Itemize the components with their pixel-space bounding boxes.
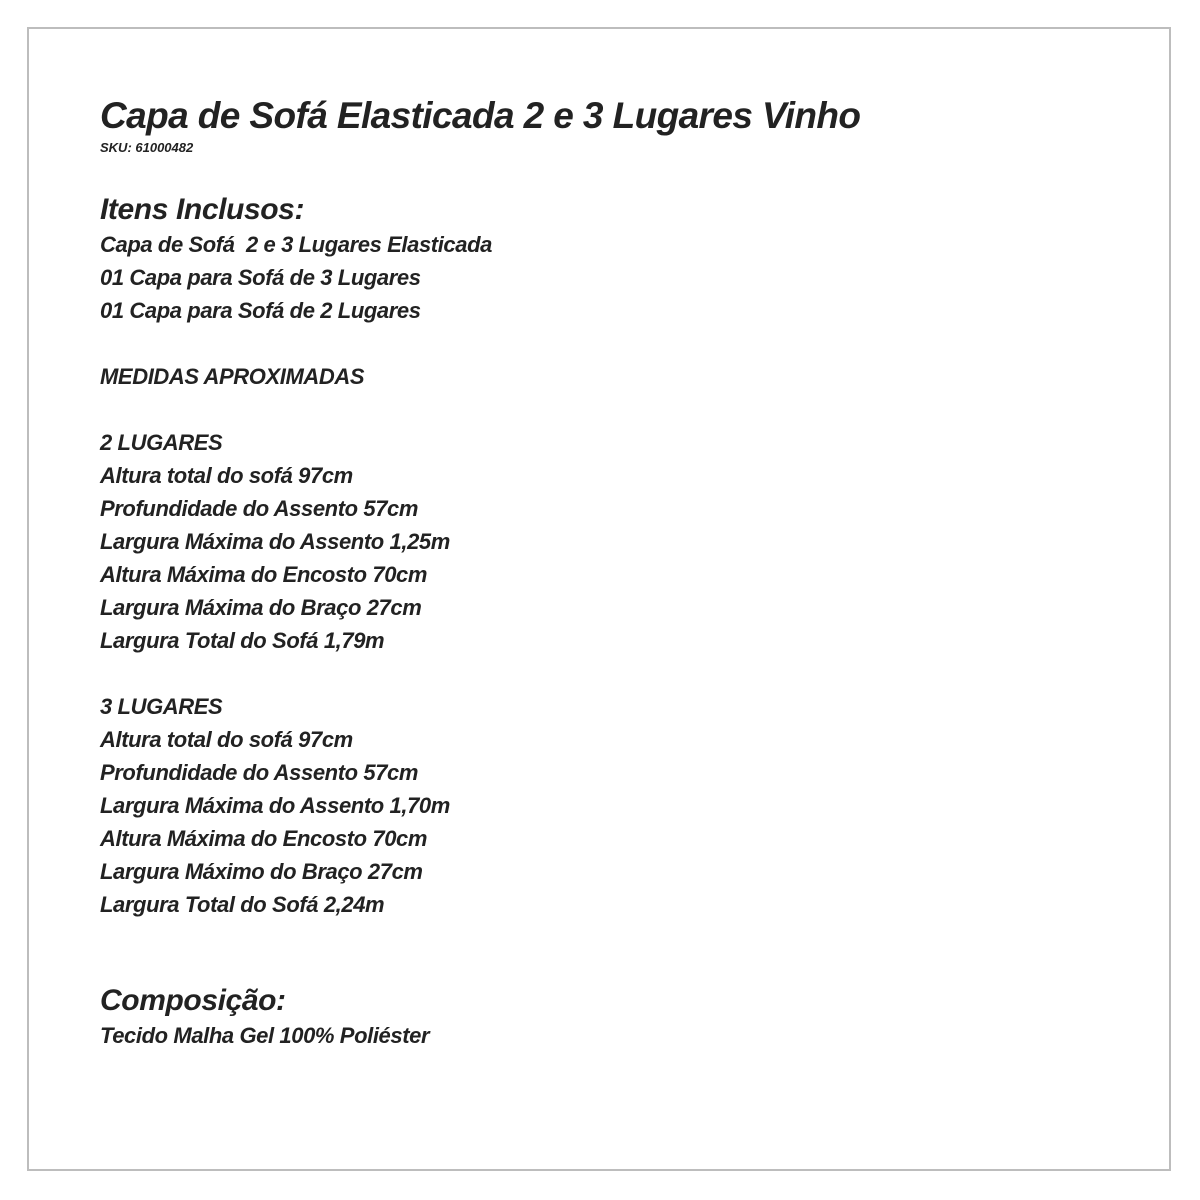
three-seats-heading: 3 LUGARES — [100, 694, 223, 719]
two-seats-measure: Altura total do sofá 97cm — [100, 463, 353, 488]
three-seats-measure: Altura Máxima do Encosto 70cm — [100, 826, 428, 851]
three-seats-measure: Profundidade do Assento 57cm — [100, 760, 419, 785]
two-seats-heading: 2 LUGARES — [100, 430, 223, 455]
two-seats-measure: Largura Total do Sofá 1,79m — [100, 628, 385, 653]
three-seats-measure: Largura Máxima do Assento 1,70m — [100, 793, 450, 818]
included-items-heading: Itens Inclusos: — [100, 193, 305, 226]
included-item: Capa de Sofá 2 e 3 Lugares Elasticada — [100, 232, 492, 257]
three-seats-measure: Largura Máximo do Braço 27cm — [100, 859, 423, 884]
product-description — [100, 92, 1100, 1052]
product-sku: SKU: 61000482 — [100, 140, 194, 155]
two-seats-measure: Largura Máxima do Assento 1,25m — [100, 529, 450, 554]
two-seats-measure: Profundidade do Assento 57cm — [100, 496, 419, 521]
included-item: 01 Capa para Sofá de 2 Lugares — [100, 298, 421, 323]
composition-text: Tecido Malha Gel 100% Poliéster — [100, 1023, 430, 1048]
three-seats-measure: Altura total do sofá 97cm — [100, 727, 353, 752]
composition-heading: Composição: — [100, 984, 286, 1017]
measures-heading: MEDIDAS APROXIMADAS — [100, 364, 365, 389]
two-seats-measure: Largura Máxima do Braço 27cm — [100, 595, 422, 620]
three-seats-measure: Largura Total do Sofá 2,24m — [100, 892, 385, 917]
included-item: 01 Capa para Sofá de 3 Lugares — [100, 265, 421, 290]
two-seats-measure: Altura Máxima do Encosto 70cm — [100, 562, 428, 587]
product-title: Capa de Sofá Elasticada 2 e 3 Lugares Vinho — [100, 95, 861, 136]
